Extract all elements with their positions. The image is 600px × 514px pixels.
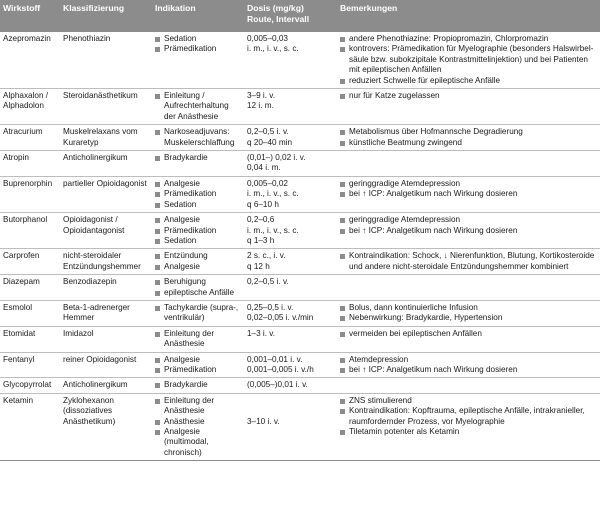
cell-bemerkungen-list [340,215,597,236]
header-bemerkungen: Bemerkungen [337,0,600,32]
dosis-line: 0,25–0,5 i. v. [247,302,294,312]
list-item: Einleitung der Anästhesie [155,329,241,350]
cell-dosis [244,89,337,125]
list-item: Anästhesie [155,417,241,427]
list-item: Beruhigung [155,277,241,287]
cell-bemerkungen [337,326,600,352]
cell-indikation [152,151,244,177]
cell-wirkstoff: Diazepam [0,275,60,301]
cell-indikation-list [155,251,241,272]
table-row [0,352,600,378]
cell-indikation-list [155,215,241,246]
list-item: Analgesie (multimodal, chronisch) [155,427,241,458]
cell-klassifizierung: Anticholinergikum [60,378,152,393]
cell-wirkstoff: Atropin [0,151,60,177]
cell-klassifizierung: partieller Opioidagonist [60,176,152,212]
cell-wirkstoff: Azepromazin [0,32,60,89]
list-item: Nebenwirkung: Bradykardie, Hypertension [340,313,597,323]
cell-klassifizierung: Muskelrelaxans vom Kuraretyp [60,125,152,151]
dosis-line: q 1–3 h [247,235,275,245]
cell-indikation [152,176,244,212]
dosis-line: (0,005–)0,01 i. v. [247,380,308,390]
cell-wirkstoff: Carprofen [0,249,60,275]
cell-bemerkungen-list [340,34,597,86]
dosis-line: 0,02–0,05 i. v./min [247,313,314,323]
cell-wirkstoff: Buprenorphin [0,176,60,212]
cell-bemerkungen-list [340,91,597,101]
cell-indikation-list [155,396,241,458]
table-row [0,249,600,275]
dosis-line: 3–10 i. v. [247,416,280,426]
cell-wirkstoff: Ketamin [0,393,60,460]
cell-klassifizierung: Steroidanästhetikum [60,89,152,125]
dosis-line: 12 i. m. [247,101,274,111]
list-item: bei ↑ ICP: Analgetikum nach Wirkung dosieren [340,189,597,199]
cell-dosis [244,249,337,275]
cell-klassifizierung: Phenothiazin [60,32,152,89]
cell-indikation [152,32,244,89]
cell-wirkstoff: Esmolol [0,300,60,326]
list-item: geringgradige Atemdepression [340,179,597,189]
cell-bemerkungen-list [340,251,597,272]
cell-dosis [244,300,337,326]
table-row [0,176,600,212]
list-item: Prämedikation [155,44,241,54]
dosis-line: i. m., i. v., s. c. [247,44,299,54]
cell-wirkstoff: Fentanyl [0,352,60,378]
header-dosis: Dosis (mg/kg) Route, Intervall [244,0,337,32]
table-body [0,32,600,461]
cell-indikation-list [155,277,241,298]
cell-dosis [244,125,337,151]
dosis-line: i. m., i. v., s. c. [247,225,299,235]
header-row [0,0,600,32]
list-item: Tachykardie (supra-, ventrikulär) [155,303,241,324]
cell-wirkstoff: Alphaxalon / Alphadolon [0,89,60,125]
cell-indikation-list [155,303,241,324]
table-row [0,300,600,326]
cell-dosis [244,275,337,301]
cell-indikation-list [155,127,241,148]
list-item: Tiletamin potenter als Ketamin [340,427,597,437]
dosis-line: (0,01–) 0,02 i. v. [247,153,306,163]
dosis-line: 0,001–0,01 i. v. [247,354,303,364]
dosis-line: 2 s. c., i. v. [247,251,286,261]
cell-klassifizierung: Opioidagonist / Opioidantagonist [60,213,152,249]
cell-klassifizierung: reiner Opioidagonist [60,352,152,378]
dosis-line: 0,005–0,03 [247,34,288,43]
list-item: Sedation [155,200,241,210]
cell-indikation-list [155,34,241,55]
cell-indikation-list [155,355,241,376]
cell-dosis [244,32,337,89]
list-item: Metabolismus über Hofmannsche Degradierung [340,127,597,137]
cell-wirkstoff: Butorphanol [0,213,60,249]
cell-bemerkungen-list [340,396,597,438]
list-item: Kontraindikation: Kopftrauma, epileptische Anfälle, intrakranieller, raumfordernder Prozess, vor Myelographie [340,406,597,427]
cell-bemerkungen-list [340,329,597,339]
list-item: geringgradige Atemdepression [340,215,597,225]
dosis-line: q 20–40 min [247,137,293,147]
cell-bemerkungen [337,125,600,151]
list-item: reduziert Schwelle für epileptische Anfälle [340,76,597,86]
table-row [0,151,600,177]
cell-indikation-list [155,380,241,390]
cell-dosis [244,393,337,460]
list-item: Prämedikation [155,226,241,236]
cell-bemerkungen [337,352,600,378]
cell-indikation [152,275,244,301]
table-row [0,32,600,89]
cell-bemerkungen-list [340,179,597,200]
cell-dosis [244,176,337,212]
cell-dosis [244,378,337,393]
table-row [0,378,600,393]
list-item: Analgesie [155,355,241,365]
cell-indikation [152,352,244,378]
list-item: bei ↑ ICP: Analgetikum nach Wirkung dosieren [340,365,597,375]
cell-bemerkungen [337,213,600,249]
dosis-line [247,406,334,416]
list-item: Analgesie [155,179,241,189]
cell-indikation-list [155,179,241,210]
cell-klassifizierung: Zyklohexanon (dissoziatives Anästhetikum) [60,393,152,460]
dosis-line: i. m., i. v., s. c. [247,189,299,199]
cell-dosis [244,151,337,177]
list-item: Prämedikation [155,365,241,375]
list-item: Bradykardie [155,380,241,390]
header-indikation: Indikation [152,0,244,32]
list-item: nur für Katze zugelassen [340,91,597,101]
list-item: Bradykardie [155,153,241,163]
cell-indikation [152,125,244,151]
dosis-line: 0,2–0,6 [247,215,275,225]
cell-bemerkungen [337,89,600,125]
cell-wirkstoff: Etomidat [0,326,60,352]
cell-klassifizierung: nicht-steroidaler Entzündungshemmer [60,249,152,275]
list-item: Atemdepression [340,355,597,365]
dosis-line: 3–9 i. v. [247,91,276,101]
list-item: Narkoseadjuvans: Muskelerschlaffung [155,127,241,148]
list-item: Sedation [155,34,241,44]
list-item: künstliche Beatmung zwingend [340,138,597,148]
dosis-line: 0,2–0,5 i. v. [247,127,289,137]
table-header [0,0,600,32]
cell-bemerkungen [337,176,600,212]
cell-klassifizierung: Imidazol [60,326,152,352]
dosis-line: 0,005–0,02 [247,178,288,188]
cell-dosis [244,326,337,352]
header-wirkstoff: Wirkstoff [0,0,60,32]
cell-klassifizierung: Anticholinergikum [60,151,152,177]
list-item: bei ↑ ICP: Analgetikum nach Wirkung dosieren [340,226,597,236]
cell-bemerkungen [337,151,600,177]
cell-klassifizierung: Beta-1-adrenerger Hemmer [60,300,152,326]
list-item: Einleitung der Anästhesie [155,396,241,417]
list-item: Bolus, dann kontinuierliche Infusion [340,303,597,313]
cell-wirkstoff: Atracurium [0,125,60,151]
list-item: Prämedikation [155,189,241,199]
cell-indikation [152,378,244,393]
cell-bemerkungen [337,378,600,393]
dosis-line: 0,04 i. m. [247,163,281,173]
list-item: Analgesie [155,215,241,225]
list-item: Entzündung [155,251,241,261]
cell-bemerkungen [337,275,600,301]
table-row [0,393,600,460]
cell-indikation [152,326,244,352]
cell-bemerkungen [337,393,600,460]
dosis-line: 0,2–0,5 i. v. [247,277,289,287]
list-item: Sedation [155,236,241,246]
cell-indikation [152,89,244,125]
list-item: epileptische Anfälle [155,288,241,298]
list-item: vermeiden bei epileptischen Anfällen [340,329,597,339]
cell-dosis [244,352,337,378]
cell-bemerkungen [337,32,600,89]
cell-indikation [152,393,244,460]
table-row [0,213,600,249]
cell-indikation [152,249,244,275]
list-item: kontrovers: Prämedikation für Myelographie (besonders Halswirbel-säule bzw. subokzipitale Kontrastmittelinjektion) und bei Patienten mit epileptischen Anfällen [340,44,597,75]
list-item: ZNS stimulierend [340,396,597,406]
table-row [0,89,600,125]
dosis-line: q 12 h [247,261,270,271]
cell-bemerkungen [337,300,600,326]
cell-dosis [244,213,337,249]
list-item: Analgesie [155,262,241,272]
dosis-line: q 6–10 h [247,199,279,209]
dosis-line: 0,001–0,005 i. v./h [247,364,314,374]
table-row [0,326,600,352]
cell-wirkstoff: Glycopyrrolat [0,378,60,393]
dosis-line [247,396,334,406]
cell-indikation [152,300,244,326]
cell-klassifizierung: Benzodiazepin [60,275,152,301]
cell-bemerkungen-list [340,355,597,376]
cell-indikation [152,213,244,249]
cell-indikation-list [155,91,241,122]
list-item: andere Phenothiazine: Propiopromazin, Chlorpromazin [340,34,597,44]
list-item: Einleitung / Aufrechterhaltung der Anästhesie [155,91,241,122]
cell-bemerkungen [337,249,600,275]
list-item: Kontraindikation: Schock, ↓ Nierenfunktion, Blutung, Kortikosteroide und andere nicht-steroidale Entzündungshemmer kombiniert [340,251,597,272]
cell-indikation-list [155,153,241,163]
dosis-line: 1–3 i. v. [247,328,276,338]
table-row [0,125,600,151]
cell-bemerkungen-list [340,303,597,324]
table-row [0,275,600,301]
header-klassifizierung: Klassifizierung [60,0,152,32]
cell-bemerkungen-list [340,127,597,148]
cell-indikation-list [155,329,241,350]
